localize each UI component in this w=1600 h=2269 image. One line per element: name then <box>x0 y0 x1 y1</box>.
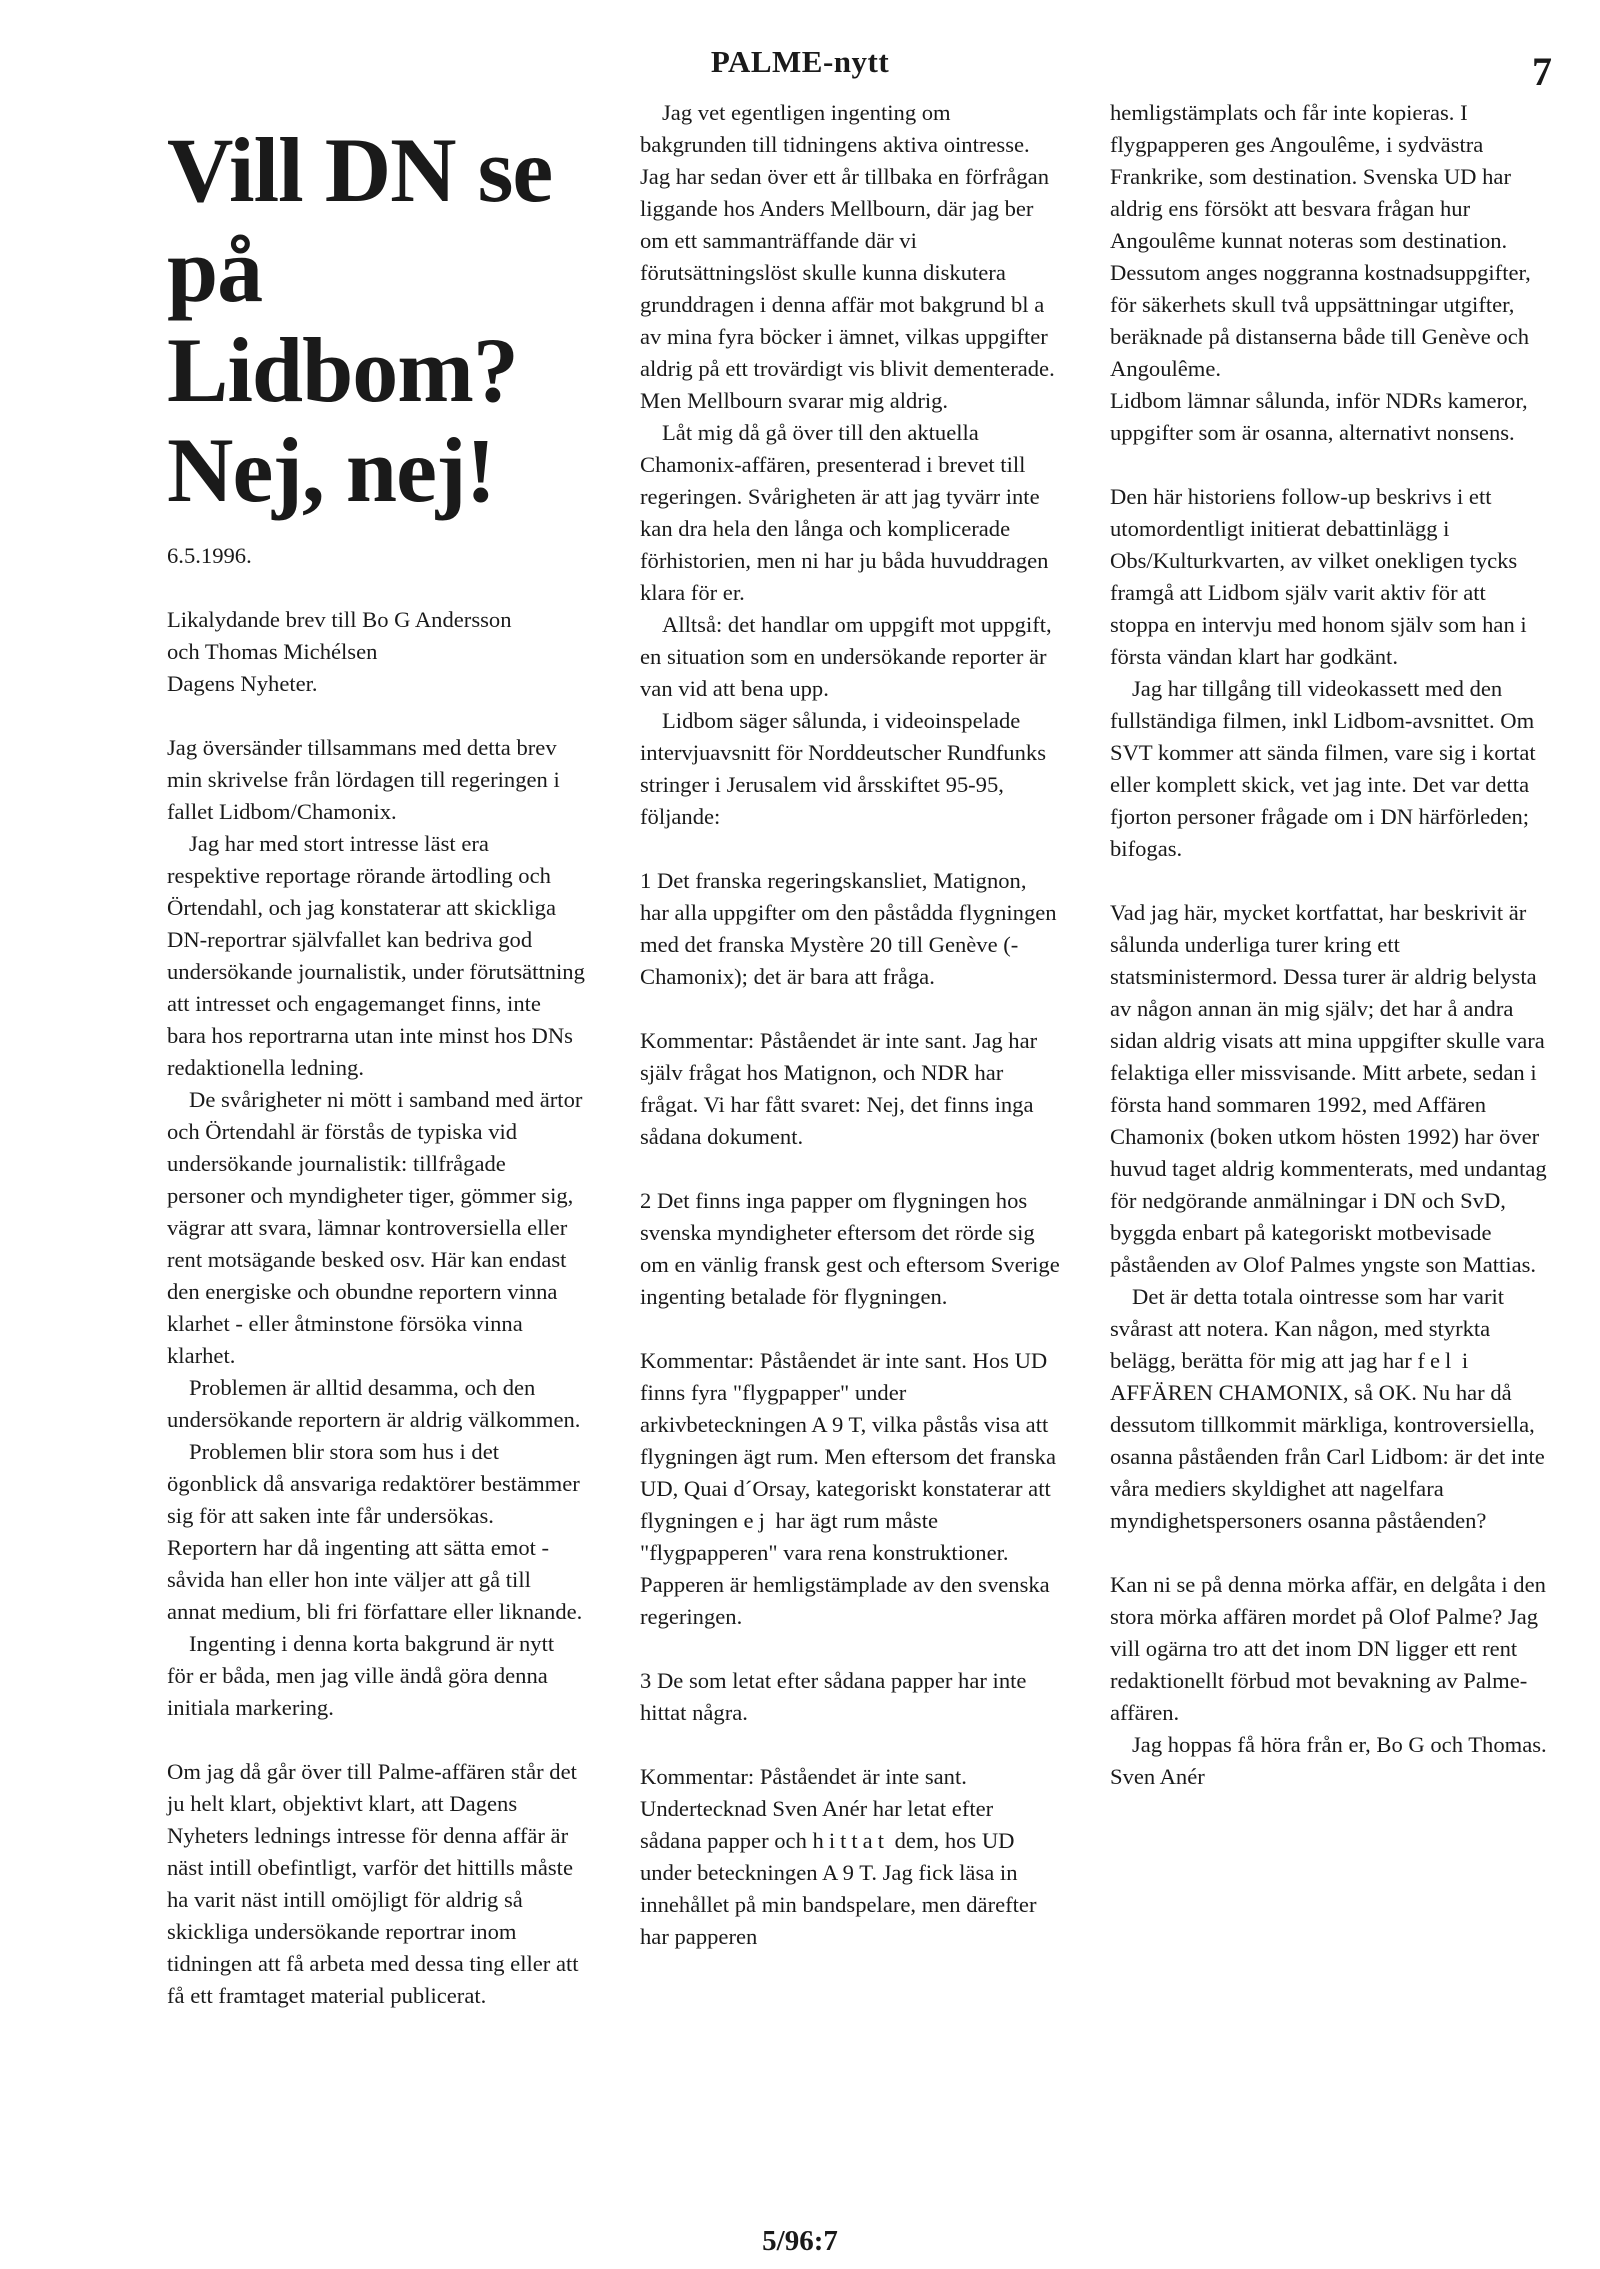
title-line: på <box>167 219 263 321</box>
letter-date: 6.5.1996. <box>167 543 252 568</box>
paragraph: Lidbom säger sålunda, i videoinspelade intervjuavsnitt för Norddeutscher Rundfunks stringer i Jerusalem vid årsskiftet 95-95, följande: <box>640 708 1046 829</box>
column-2 <box>640 97 1060 1953</box>
paragraph: Om jag då går över till Palme-affären står det ju helt klart, objektivt klart, att Dagens Nyheters lednings intresse för denna affär är näst intill obefintligt, varför det hittills måste ha varit näst intill omöjligt för aldrig så skickliga undersökande reportrar inom tidningen att få arbeta med dessa ting eller att få ett framtaget material publicerat. <box>167 1759 579 2008</box>
paragraph <box>1110 1281 1550 1537</box>
paragraph: Jag vet egentligen ingenting om bakgrunden till tidningens aktiva ointresse. Jag har sedan över ett år tillbaka en förfrågan liggande hos Anders Mellbourn, där jag ber om ett sammanträffande där vi förutsättningslöst skulle kunna diskutera grunddragen i denna affär mot bakgrund bl a av mina fyra böcker i ämnet, vilkas uppgifter aldrig på ett trovärdigt vis blivit dementerade. Men Mellbourn svarar mig aldrig. <box>640 100 1055 413</box>
paragraph: Problemen blir stora som hus i det ögonblick då ansvariga redaktörer bestämmer sig för att saken inte får undersökas. Reportern har då ingenting att sätta emot - såvida han eller hon inte väljer att gå till annat medium, bli fri författare eller liknande. <box>167 1439 583 1624</box>
recipient-line: Likalydande brev till Bo G Andersson <box>167 607 512 632</box>
paragraph: Ingenting i denna korta bakgrund är nytt för er båda, men jag ville ändå göra denna initiala markering. <box>167 1631 555 1720</box>
publication-header: PALME-nytt <box>710 44 890 79</box>
recipient-line: och Thomas Michélsen <box>167 639 378 664</box>
paragraph: hemligstämplats och får inte kopieras. I flygpapperen ges Angoulême, i sydvästra Frankrike, som destination. Svenska UD har aldrig ens försökt att besvara frågan hur Angoulême kunnat noteras som destination. Dessutom anges noggranna kostnadsuppgifter, för säkerhets skull två uppsättningar utgifter, beräknade på distanserna både till Genève och Angoulême. <box>1110 100 1531 381</box>
paragraph: Jag har med stort intresse läst era respektive reportage rörande ärtodling och Örtendahl, och jag konstaterar att skickliga DN-reportrar självfallet kan bedriva god undersökande journalistik, under förutsättning att intresset och engagemanget finns, inte bara hos reportrarna utan inte minst hos DNs redaktionella ledning. <box>167 831 585 1080</box>
spaced-emphasis: fel <box>1417 1348 1457 1373</box>
spaced-emphasis: ej <box>743 1508 770 1533</box>
numbered-claim: 1 Det franska regeringskansliet, Matignon, har alla uppgifter om den påstådda flygningen med det franska Mystère 20 till Genève (-Chamonix); det är bara att fråga. <box>640 868 1057 989</box>
spaced-emphasis: hittat <box>812 1828 889 1853</box>
title-line: Lidbom? <box>167 319 518 421</box>
numbered-claim: 3 De som letat efter sådana papper har inte hittat några. <box>640 1668 1027 1725</box>
text-run: Kommentar: Påståendet är inte sant. Hos UD finns fyra "flygpapper" under arkivbeteckningen A 9 T, vilka påstås visa att flygningen ägt rum. Men eftersom det franska UD, Quai d´Orsay, kategoriskt konstaterar att flygningen <box>640 1348 1056 1533</box>
page-footer: 5/96:7 <box>762 2225 838 2257</box>
paragraph: Problemen är alltid desamma, och den undersökande reportern är aldrig välkommen. <box>167 1375 581 1432</box>
column-1 <box>167 540 585 2012</box>
paragraph: Alltså: det handlar om uppgift mot uppgift, en situation som en undersökande reporter är van vid att bena upp. <box>640 612 1052 701</box>
paragraph: Lidbom lämnar sålunda, inför NDRs kameror, uppgifter som är osanna, alternativt nonsens. <box>1110 388 1528 445</box>
title-line: Nej, nej! <box>167 419 496 521</box>
paragraph: Jag översänder tillsammans med detta brev min skrivelse från lördagen till regeringen i fallet Lidbom/Chamonix. <box>167 735 560 824</box>
signoff-paragraph: Jag hoppas få höra från er, Bo G och Thomas. Sven Anér <box>1110 1732 1547 1789</box>
recipient-line: Dagens Nyheter. <box>167 671 318 696</box>
paragraph: Låt mig då gå över till den aktuella Chamonix-affären, presenterad i brevet till regeringen. Svårigheten är att jag tyvärr inte kan dra hela den långa och komplicerade förhistorien, men ni har ju båda huvuddragen klara för er. <box>640 420 1049 605</box>
comment-paragraph: Kommentar: Påståendet är inte sant. Jag har själv frågat hos Matignon, och NDR har frågat. Vi har fått svaret: Nej, det finns inga sådana dokument. <box>640 1028 1038 1149</box>
text-run: Det är detta totala ointresse som har varit svårast att notera. Kan någon, med styrkta belägg, berätta för mig att jag har <box>1110 1284 1505 1373</box>
page-number: 7 <box>1532 49 1552 94</box>
paragraph: Jag har tillgång till videokassett med den fullständiga filmen, inkl Lidbom-avsnittet. Om SVT kommer att sända filmen, vare sig i kortat eller komplett skick, vet jag inte. Det var detta fjorton personer frågade om i DN härförleden; bifogas. <box>1110 676 1536 861</box>
comment-paragraph <box>640 1345 1060 1633</box>
paragraph: De svårigheter ni mött i samband med ärtor och Örtendahl är förstås de typiska vid undersökande journalistik: tillfrågade personer och myndigheter tiger, gömmer sig, vägrar att svara, lämnar kontroversiella eller rent motsägande besked osv. Här kan endast den energiske och obundne reportern vinna klarhet - eller åtminstone försöka vinna klarhet. <box>167 1087 583 1368</box>
paragraph: Vad jag här, mycket kortfattat, har beskrivit är sålunda underliga turer kring ett statsministermord. Dessa turer är aldrig belysta av någon annan än mig själv; det har å andra sidan aldrig visats att mina uppgifter skulle vara felaktiga eller missvisande. Mitt arbete, sedan i första hand sommaren 1992, med Affären Chamonix (boken utkom hösten 1992) har över huvud taget aldrig kommenterats, med undantag för nedgörande anmälningar i DN och SvD, byggda enbart på kategoriskt motbevisade påståenden av Olof Palmes yngste son Mattias. <box>1110 900 1547 1277</box>
text-run: Kommentar: Påståendet är inte sant. Undertecknad Sven Anér har letat efter sådana papper och <box>640 1764 994 1853</box>
column-3 <box>1110 97 1550 1793</box>
title-line: Vill DN se <box>167 119 553 221</box>
article-title <box>167 120 607 520</box>
text-run: har ägt rum måste "flygpapperen" vara rena konstruktioner. Papperen är hemligstämplade av den svenska regeringen. <box>640 1508 1050 1629</box>
text-run: i AFFÄREN CHAMONIX, så OK. Nu har då dessutom tillkommit märkliga, kontroversiella, osanna påståenden från Carl Lidbom: är det inte våra mediers skyldighet att nagelfara myndighetspersoners osanna påståenden? <box>1110 1348 1545 1533</box>
comment-paragraph <box>640 1761 1060 1953</box>
paragraph: Kan ni se på denna mörka affär, en delgåta i den stora mörka affären mordet på Olof Palme? Jag vill ogärna tro att det inom DN ligger ett rent redaktionellt förbud mot bevakning av Palme-affären. <box>1110 1572 1546 1725</box>
text-run: dem, hos UD under beteckningen A 9 T. Jag fick läsa in innehållet på min bandspelare, men därefter har papperen <box>640 1828 1037 1949</box>
paragraph: Den här historiens follow-up beskrivs i ett utomordentligt initierat debattinlägg i Obs/Kulturkvarten, av vilket onekligen tycks framgå att Lidbom själv varit aktiv för att stoppa en intervju med honom själv som han i första vändan klart har godkänt. <box>1110 484 1527 669</box>
numbered-claim: 2 Det finns inga papper om flygningen hos svenska myndigheter eftersom det rörde sig om en vänlig fransk gest och eftersom Sverige ingenting betalade för flygningen. <box>640 1188 1060 1309</box>
